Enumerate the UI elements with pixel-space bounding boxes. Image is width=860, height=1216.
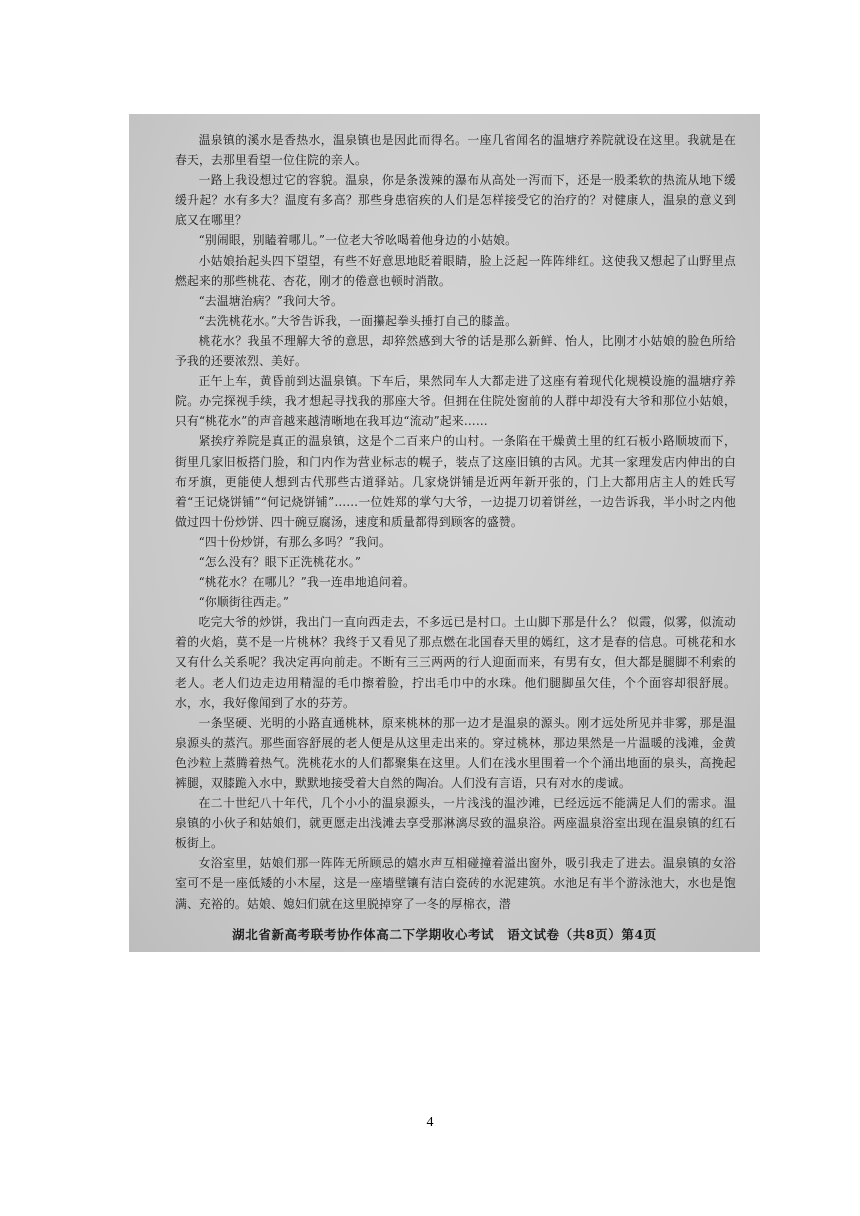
article-paragraph: 在二十世纪八十年代，几个小小的温泉源头，一片浅浅的温沙滩，已经远远不能满足人们的需求。温泉镇的小伙子和姑娘们，就更愿走出浅滩去享受那淋漓尽致的温泉浴。两座温泉浴室出现在温泉镇的红石板街上。 [175,796,736,851]
article-paragraph: 正午上车，黄昏前到达温泉镇。下车后，果然同车人大都走进了这座有着现代化规模设施的温塘疗养院。办完探视手续，我才想起寻找我的那座大爷。但拥在住院处窗前的人群中却没有大爷和那位小姑娘，只有“桃花水”的声音越来越清晰地在我耳边“流动”起来…… [175,374,736,429]
exam-footer: 湖北省新高考联考协作体高二下学期收心考试 语文试卷（共8页）第4页 [232,927,657,942]
article-paragraph: 小姑娘抬起头四下望望，有些不好意思地眨着眼睛，脸上泛起一阵阵绯红。这使我又想起了山野里点燃起来的那些桃花、杏花，刚才的倦意也顿时消散。 [175,253,736,288]
article-paragraph: 女浴室里，姑娘们那一阵阵无所顾忌的嬉水声互相碰撞着溢出窗外，吸引我走了进去。温泉镇的女浴室可不是一座低矮的小木屋，这是一座墙壁镶有洁白瓷砖的水泥建筑。水池足有半个游泳池大，水也是饱满、充裕的。姑娘、媳妇们就在这里脱掉穿了一冬的厚棉衣，潜 [175,856,736,911]
article-paragraph: “怎么没有？眼下正洗桃花水。” [198,554,362,569]
article-paragraph: 温泉镇的溪水是香热水，温泉镇也是因此而得名。一座几省闻名的温塘疗养院就设在这里。我就是在春天，去那里看望一位住院的亲人。 [175,133,736,168]
article-paragraph: 一条坚硬、光明的小路直通桃林，原来桃林的那一边才是温泉的源头。刚才远处所见并非雾，那是温泉源头的蒸汽。那些面容舒展的老人便是从这里走出来的。穿过桃林，那边果然是一片温暖的浅滩，金黄色沙粒上蒸腾着热气。洗桃花水的人们都聚集在这里。人们在浅水里围着一个个涌出地面的泉头，高挽起裤腿，双膝跪入水中，默默地接受着大自然的陶冶。人们没有言语，只有对水的虔诚。 [175,715,736,790]
article-paragraph: “你顺街往西走。” [198,595,290,610]
article-paragraph: 吃完大爷的炒饼，我出门一直向西走去，不多远已是村口。土山脚下那是什么？ 似霞，似雾，似流动着的火焰，莫不是一片桃林？我终于又看见了那点燃在北国春天里的嫣红，这才是春的信息。可桃花和水又有什么关系呢？我决定再向前走。不断有三三两两的行人迎面而来，有男有女，但大都是腿脚不利索的老人。老人们边走边用精湿的毛巾擦着脸，拧出毛巾中的水珠。他们腿脚虽欠佳，个个面容却很舒展。水，水，我好像闻到了水的芬芳。 [175,615,736,710]
scanned-exam-page [129,114,760,952]
article-paragraph: “别闹眼，别瞌着哪儿。”一位老大爷吆喝着他身边的小姑娘。 [198,233,518,248]
article-paragraph: “去洗桃花水。”大爷告诉我，一面攥起拳头捶打自己的膝盖。 [198,313,518,328]
article-paragraph: 紧挨疗养院是真正的温泉镇，这是个二百来户的山村。一条陷在干燥黄土里的红石板小路顺坡而下，街里几家旧板搭门脸，和门内作为营业标志的幌子，装点了这座旧镇的古风。尤其一家理发店内伸出的白布牙旗，更能使人想到古代那些古道驿站。几家烧饼铺是近两年新开张的，门上大都用店主人的姓氏写着“王记烧饼铺”“何记烧饼铺”……一位姓郑的掌勺大爷，一边提刀切着饼丝，一边告诉我，半小时之内他做过四十份炒饼、四十碗豆腐汤，速度和质量都得到顾客的盛赞。 [175,434,736,529]
article-paragraph: 一路上我设想过它的容貌。温泉，你是条泼辣的瀑布从高处一泻而下，还是一股柔软的热流从地下缓缓升起？水有多大？温度有多高？那些身患宿疾的人们是怎样接受它的治疗的？对健康人，温泉的意义到底又在哪里？ [175,173,736,228]
article-paragraph: “桃花水？在哪儿？”我一连串地追问着。 [198,575,416,590]
article-paragraph: “四十份炒饼，有那么多吗？”我问。 [198,534,392,549]
article-body [175,130,736,914]
page-number: 4 [426,1115,434,1130]
article-paragraph: “去温塘治病？”我问大爷。 [198,293,344,308]
article-paragraph: 桃花水？我虽不理解大爷的意思，却猝然感到大爷的话是那么新鲜、怡人，比刚才小姑娘的脸色所给予我的还要浓烈、美好。 [175,333,736,369]
